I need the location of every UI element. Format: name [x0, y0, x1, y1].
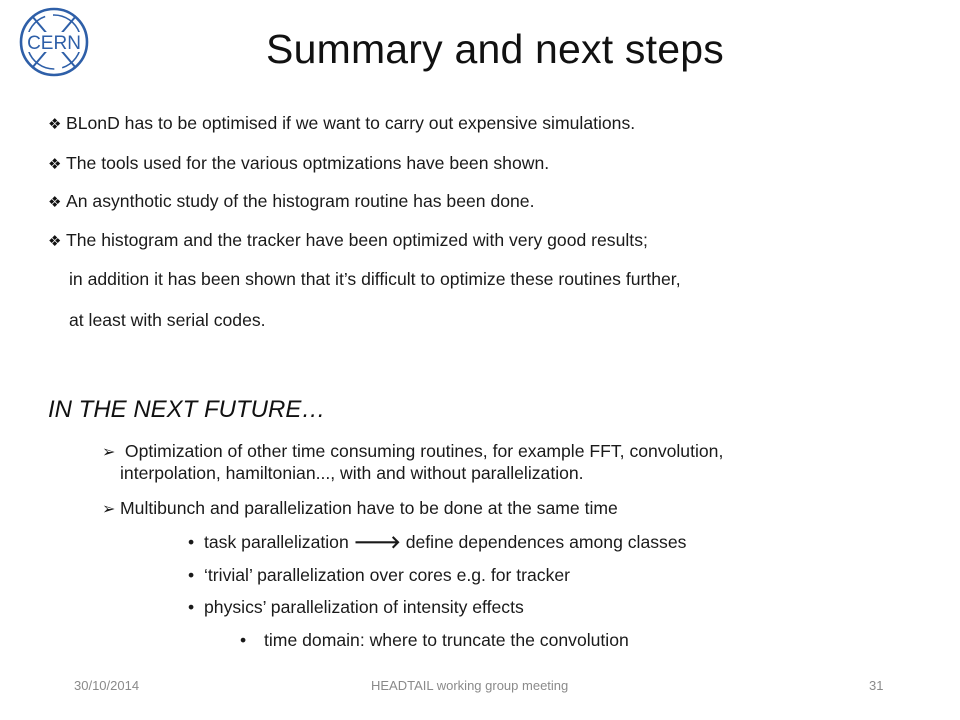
sub-item: • ‘trivial’ parallelization over cores e.g. for tracker: [188, 565, 571, 585]
footer-date: 30/10/2014: [74, 678, 140, 693]
bullet-continuation: at least with serial codes.: [69, 310, 266, 330]
sub-item: • task parallelization 🡒 define dependences among classes: [188, 532, 687, 552]
logo-text: CERN: [27, 33, 81, 54]
dot-bullet-icon: •: [188, 565, 195, 585]
summary-bullet: ❖ The tools used for the various optmizations have been shown.: [48, 152, 549, 176]
summary-bullet: ❖ An asynthotic study of the histogram routine has been done.: [48, 190, 535, 214]
bullet-continuation: in addition it has been shown that it’s difficult to optimize these routines further,: [69, 269, 681, 289]
diamond-bullet-icon: ❖: [48, 156, 62, 173]
dot-bullet-icon: •: [188, 597, 195, 617]
summary-bullet: ❖ The histogram and the tracker have been optimized with very good results;: [48, 229, 648, 253]
sub-item: • physics’ parallelization of intensity effects: [188, 597, 524, 617]
diamond-bullet-icon: ❖: [48, 233, 62, 250]
diamond-bullet-icon: ❖: [48, 194, 62, 211]
sub-sub-item: • time domain: where to truncate the convolution: [240, 630, 629, 650]
future-item: ➢ Optimization of other time consuming routines, for example FFT, convolution,: [102, 440, 723, 464]
dot-bullet-icon: •: [240, 630, 247, 650]
right-arrow-icon: 🡒: [353, 532, 401, 552]
future-item-continuation: interpolation, hamiltonian..., with and without parallelization.: [120, 463, 584, 483]
footer-title: HEADTAIL working group meeting: [371, 678, 569, 693]
dot-bullet-icon: •: [188, 532, 195, 552]
future-item: ➢ Multibunch and parallelization have to be done at the same time: [102, 497, 618, 521]
summary-bullet: ❖ BLonD has to be optimised if we want to carry out expensive simulations.: [48, 112, 635, 136]
arrow-bullet-icon: ➢: [102, 501, 116, 518]
page-number: 31: [869, 678, 884, 693]
future-heading: IN THE NEXT FUTURE…: [48, 396, 326, 423]
slide-title: Summary and next steps: [266, 26, 724, 72]
arrow-bullet-icon: ➢: [102, 444, 116, 461]
diamond-bullet-icon: ❖: [48, 116, 62, 133]
